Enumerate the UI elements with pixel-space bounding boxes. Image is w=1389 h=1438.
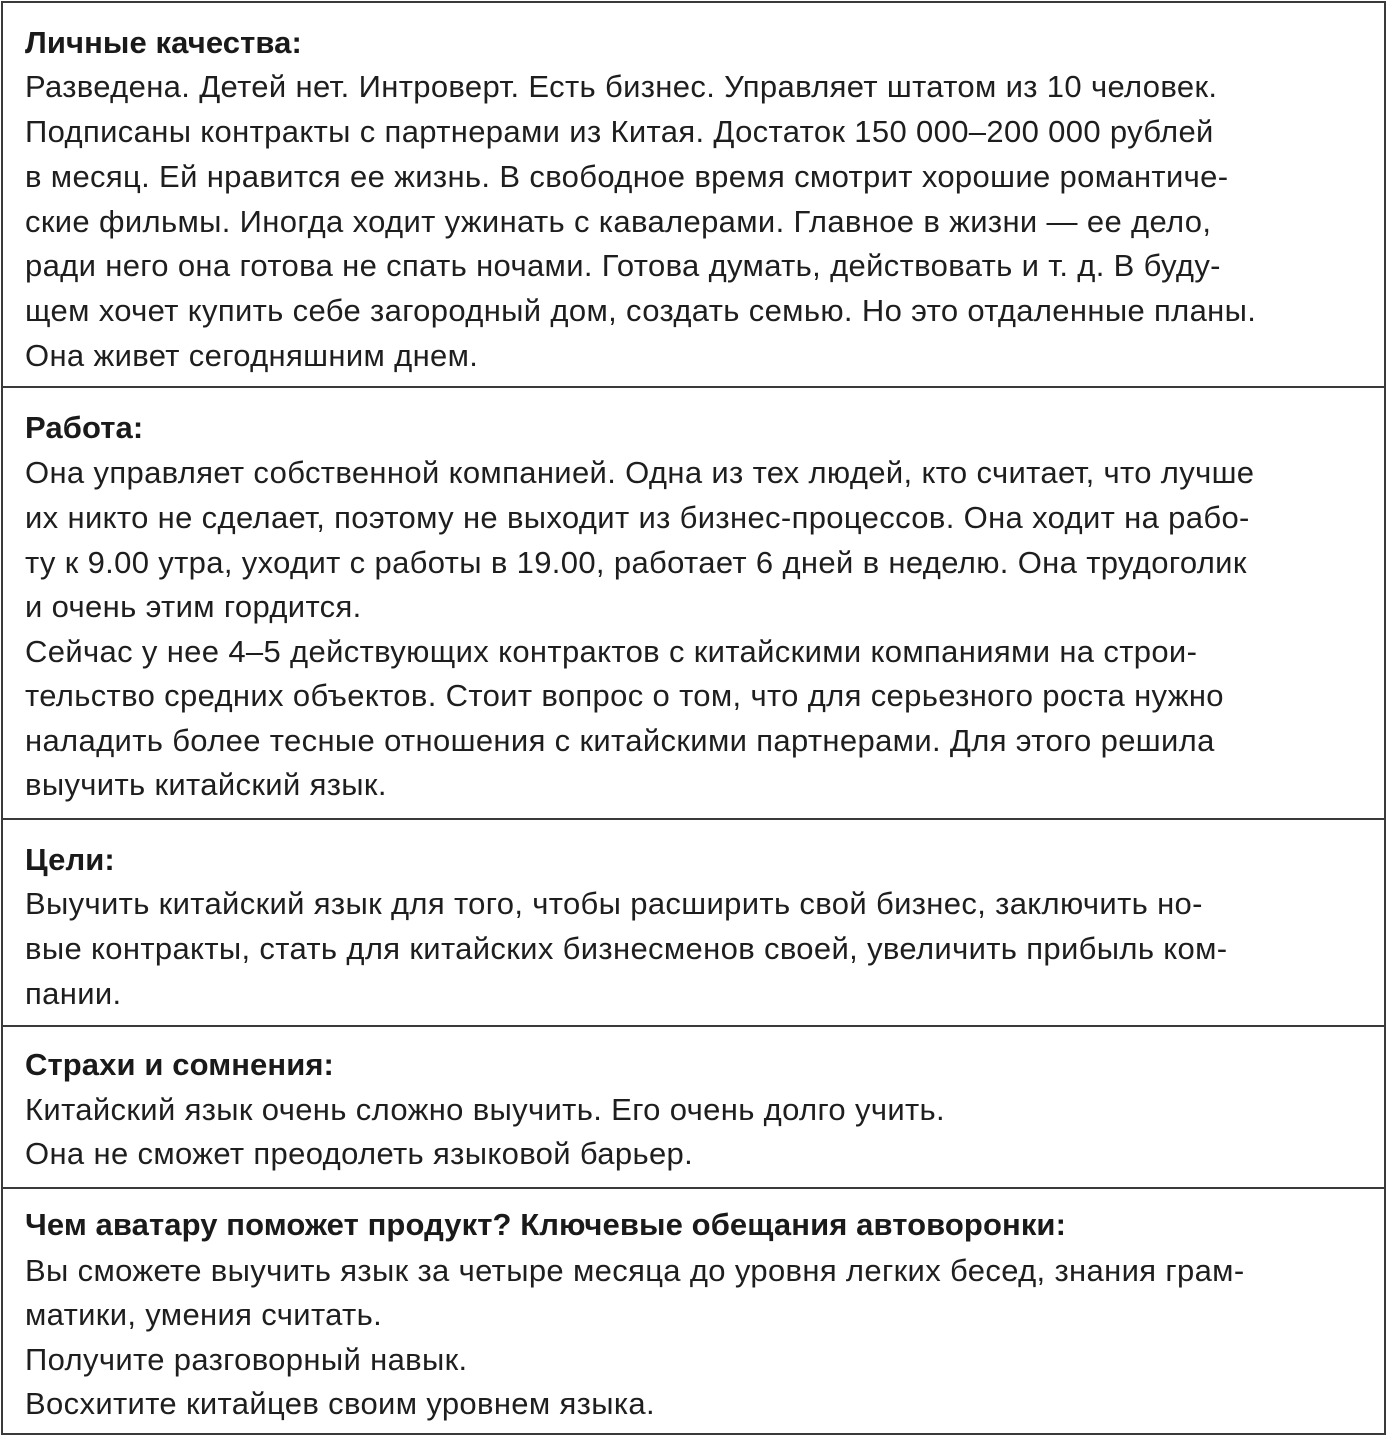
text-line: Выучить китайский язык для того, чтобы расширить свой бизнес, заключить но- — [25, 886, 1203, 921]
text-line: Получите разговорный навык. — [25, 1342, 468, 1377]
text-line: матики, умения считать. — [25, 1297, 383, 1332]
text-line: вые контракты, стать для китайских бизнесменов своей, увеличить прибыль ком- — [25, 931, 1228, 966]
text-line: ту к 9.00 утра, уходит с работы в 19.00, работает 6 дней в неделю. Она трудоголик — [25, 545, 1247, 580]
section-personal-qualities — [3, 3, 1384, 388]
text-line: Восхитите китайцев своим уровнем языка. — [25, 1386, 655, 1421]
text-line: Разведена. Детей нет. Интроверт. Есть бизнес. Управляет штатом из 10 человек. — [25, 69, 1218, 104]
text-line: Сейчас у нее 4–5 действующих контрактов с китайскими компаниями на строи- — [25, 634, 1198, 669]
section-product-promises — [3, 1189, 1384, 1437]
text-line: Подписаны контракты с партнерами из Китая. Достаток 150 000–200 000 рублей — [25, 114, 1214, 149]
section-fears-doubts — [3, 1027, 1384, 1189]
text-line: пании. — [25, 976, 122, 1011]
section-heading: Цели: — [25, 842, 115, 877]
text-line: Она управляет собственной компанией. Одна из тех людей, кто считает, что лучше — [25, 455, 1255, 490]
section-work — [3, 388, 1384, 820]
text-line: тельство средних объектов. Стоит вопрос о том, что для серьезного роста нужно — [25, 678, 1224, 713]
text-line: в месяц. Ей нравится ее жизнь. В свободное время смотрит хорошие романтиче- — [25, 159, 1229, 194]
section-heading: Личные качества: — [25, 25, 302, 60]
text-line: ские фильмы. Иногда ходит ужинать с кавалерами. Главное в жизни — ее дело, — [25, 204, 1212, 239]
persona-table — [1, 1, 1386, 1435]
text-line: выучить китайский язык. — [25, 767, 387, 802]
section-heading: Страхи и сомнения: — [25, 1047, 334, 1082]
text-line: Вы сможете выучить язык за четыре месяца до уровня легких бесед, знания грам- — [25, 1253, 1245, 1288]
text-line: ради него она готова не спать ночами. Готова думать, действовать и т. д. В буду- — [25, 248, 1221, 283]
text-line: и очень этим гордится. — [25, 589, 362, 624]
section-heading: Чем аватару поможет продукт? Ключевые обещания автоворонки: — [25, 1207, 1067, 1242]
text-line: Китайский язык очень сложно выучить. Его очень долго учить. — [25, 1092, 945, 1127]
text-line: Она живет сегодняшним днем. — [25, 338, 479, 373]
text-line: их никто не сделает, поэтому не выходит из бизнес-процессов. Она ходит на рабо- — [25, 500, 1250, 535]
section-heading: Работа: — [25, 410, 144, 445]
text-line: наладить более тесные отношения с китайскими партнерами. Для этого решила — [25, 723, 1215, 758]
section-goals — [3, 820, 1384, 1027]
text-line: щем хочет купить себе загородный дом, создать семью. Но это отдаленные планы. — [25, 293, 1257, 328]
text-line: Она не сможет преодолеть языковой барьер. — [25, 1136, 694, 1171]
